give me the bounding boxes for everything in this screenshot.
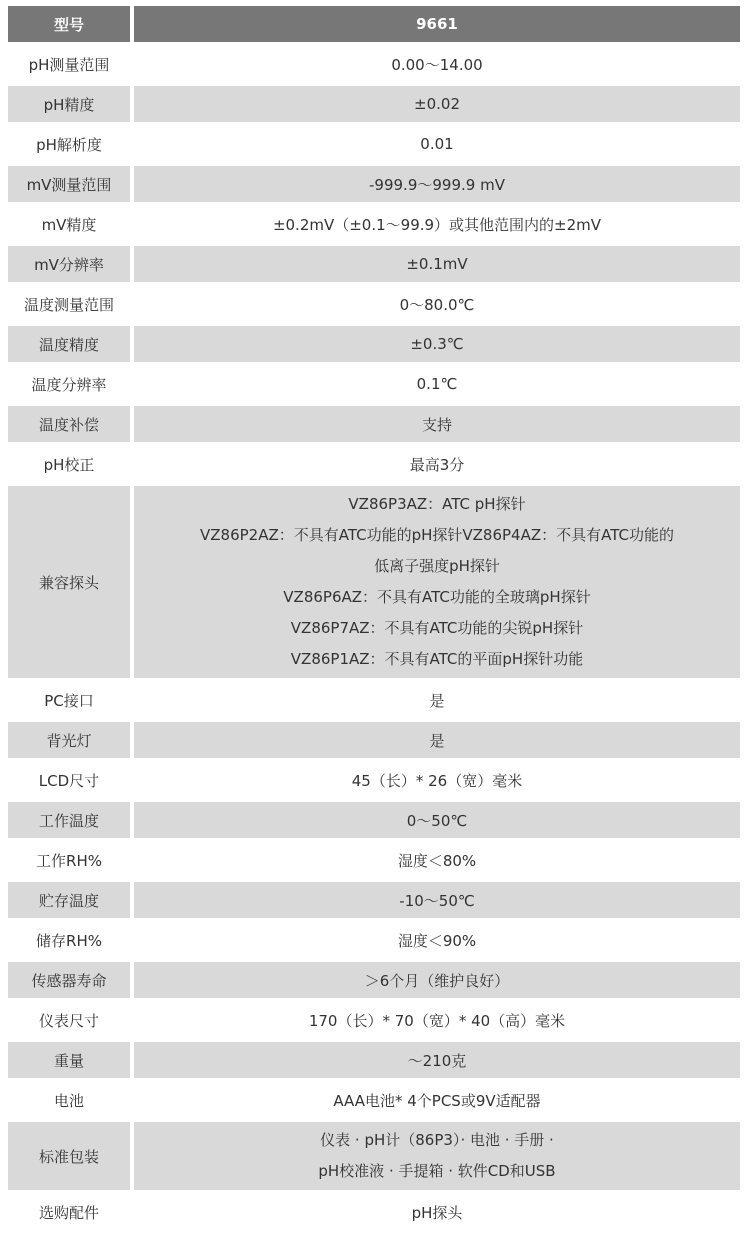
spec-value-line: 湿度＜90% [397, 931, 477, 950]
spec-value-line: ±0.2mV（±0.1～99.9）或其他范围内的±2mV [272, 215, 602, 234]
spec-key: 温度补偿 [8, 406, 130, 442]
spec-value [134, 1082, 740, 1118]
table-row [8, 762, 740, 798]
table-row [8, 922, 740, 958]
spec-key: 工作RH% [8, 842, 130, 878]
table-row [8, 206, 740, 242]
spec-key: 标准包装 [8, 1122, 130, 1190]
spec-value [134, 366, 740, 402]
spec-value-line: 0～50℃ [406, 811, 468, 830]
spec-table [8, 6, 740, 1234]
spec-value [134, 206, 740, 242]
table-row [8, 1002, 740, 1038]
spec-value-line: 0.1℃ [416, 375, 458, 393]
spec-value [134, 962, 740, 998]
spec-key: 储存RH% [8, 922, 130, 958]
table-header [8, 6, 740, 42]
spec-value-line: ±0.1mV [406, 255, 468, 273]
table-row [8, 486, 740, 678]
spec-value-line: 170（长）* 70（宽）* 40（高）毫米 [308, 1011, 566, 1030]
table-row [8, 406, 740, 442]
spec-value-line: pH校准液 · 手提箱 · 软件CD和USB [318, 1162, 556, 1180]
spec-value [134, 406, 740, 442]
spec-rows [8, 46, 740, 1230]
spec-key: 电池 [8, 1082, 130, 1118]
table-row [8, 722, 740, 758]
spec-value-line: 仪表 · pH计（86P3）· 电池 · 手册 · [320, 1131, 554, 1149]
table-row [8, 326, 740, 362]
spec-value-line: VZ86P1AZ：不具有ATC的平面pH探针功能 [290, 650, 584, 668]
spec-value-line: VZ86P7AZ：不具有ATC功能的尖锐pH探针 [290, 619, 584, 637]
spec-key: 仪表尺寸 [8, 1002, 130, 1038]
spec-value [134, 86, 740, 122]
spec-key: 传感器寿命 [8, 962, 130, 998]
spec-value [134, 46, 740, 82]
table-row [8, 446, 740, 482]
spec-value-line: 0.01 [420, 135, 454, 153]
spec-value [134, 722, 740, 758]
spec-value-line: -999.9～999.9 mV [369, 175, 505, 194]
spec-key: PC接口 [8, 682, 130, 718]
spec-value [134, 1042, 740, 1078]
spec-key: 选购配件 [8, 1194, 130, 1230]
table-row [8, 802, 740, 838]
spec-value [134, 326, 740, 362]
spec-key: 贮存温度 [8, 882, 130, 918]
spec-value [134, 682, 740, 718]
table-row [8, 126, 740, 162]
spec-key: LCD尺寸 [8, 762, 130, 798]
spec-value-line: 45（长）* 26（宽）毫米 [351, 771, 523, 790]
spec-key: 温度精度 [8, 326, 130, 362]
spec-key: 温度分辨率 [8, 366, 130, 402]
spec-value-line: ±0.02 [414, 95, 460, 113]
spec-value [134, 802, 740, 838]
spec-value [134, 762, 740, 798]
spec-key: 重量 [8, 1042, 130, 1078]
spec-value [134, 166, 740, 202]
table-row [8, 682, 740, 718]
spec-value-line: pH探头 [411, 1203, 463, 1222]
spec-key: pH解析度 [8, 126, 130, 162]
spec-key: 工作温度 [8, 802, 130, 838]
header-value: 9661 [134, 6, 740, 42]
table-row [8, 86, 740, 122]
spec-value-line: 低离子强度pH探针 [374, 557, 500, 575]
spec-value-line: 是 [429, 731, 445, 750]
header-key: 型号 [8, 6, 130, 42]
spec-value [134, 882, 740, 918]
spec-value [134, 126, 740, 162]
table-row [8, 842, 740, 878]
table-row [8, 1194, 740, 1230]
spec-value-line: VZ86P3AZ：ATC pH探针 [348, 495, 526, 513]
spec-value-line: ＞6个月（维护良好） [364, 971, 510, 990]
spec-value-line: 湿度＜80% [397, 851, 477, 870]
table-row [8, 366, 740, 402]
spec-value-line: VZ86P2AZ：不具有ATC功能的pH探针VZ86P4AZ：不具有ATC功能的 [199, 526, 674, 544]
table-row [8, 166, 740, 202]
table-row [8, 1122, 740, 1190]
spec-value [134, 446, 740, 482]
table-row [8, 882, 740, 918]
spec-value [134, 486, 740, 678]
spec-value-line: 最高3分 [409, 455, 465, 474]
spec-value-line: ～210克 [407, 1051, 467, 1070]
spec-key: mV精度 [8, 206, 130, 242]
spec-value-line: -10～50℃ [399, 891, 475, 910]
spec-value-line: VZ86P6AZ：不具有ATC功能的全玻璃pH探针 [283, 588, 591, 606]
table-row [8, 1042, 740, 1078]
spec-key: pH精度 [8, 86, 130, 122]
spec-value [134, 922, 740, 958]
table-row [8, 962, 740, 998]
spec-key: 温度测量范围 [8, 286, 130, 322]
spec-key: pH测量范围 [8, 46, 130, 82]
spec-value-line: AAA电池* 4个PCS或9V适配器 [333, 1091, 541, 1110]
spec-value [134, 286, 740, 322]
spec-key: pH校正 [8, 446, 130, 482]
spec-value-line: ±0.3℃ [410, 335, 464, 353]
spec-key: 背光灯 [8, 722, 130, 758]
spec-value [134, 1002, 740, 1038]
spec-value-line: 支持 [421, 415, 452, 434]
spec-value [134, 842, 740, 878]
spec-value [134, 1122, 740, 1190]
spec-value-line: 0.00～14.00 [391, 55, 483, 74]
table-row [8, 246, 740, 282]
spec-key: mV测量范围 [8, 166, 130, 202]
table-row [8, 46, 740, 82]
spec-value [134, 246, 740, 282]
spec-key: 兼容探头 [8, 486, 130, 678]
table-row [8, 1082, 740, 1118]
table-row [8, 286, 740, 322]
spec-value [134, 1194, 740, 1230]
spec-value-line: 是 [429, 691, 445, 710]
spec-key: mV分辨率 [8, 246, 130, 282]
spec-value-line: 0～80.0℃ [399, 295, 475, 314]
